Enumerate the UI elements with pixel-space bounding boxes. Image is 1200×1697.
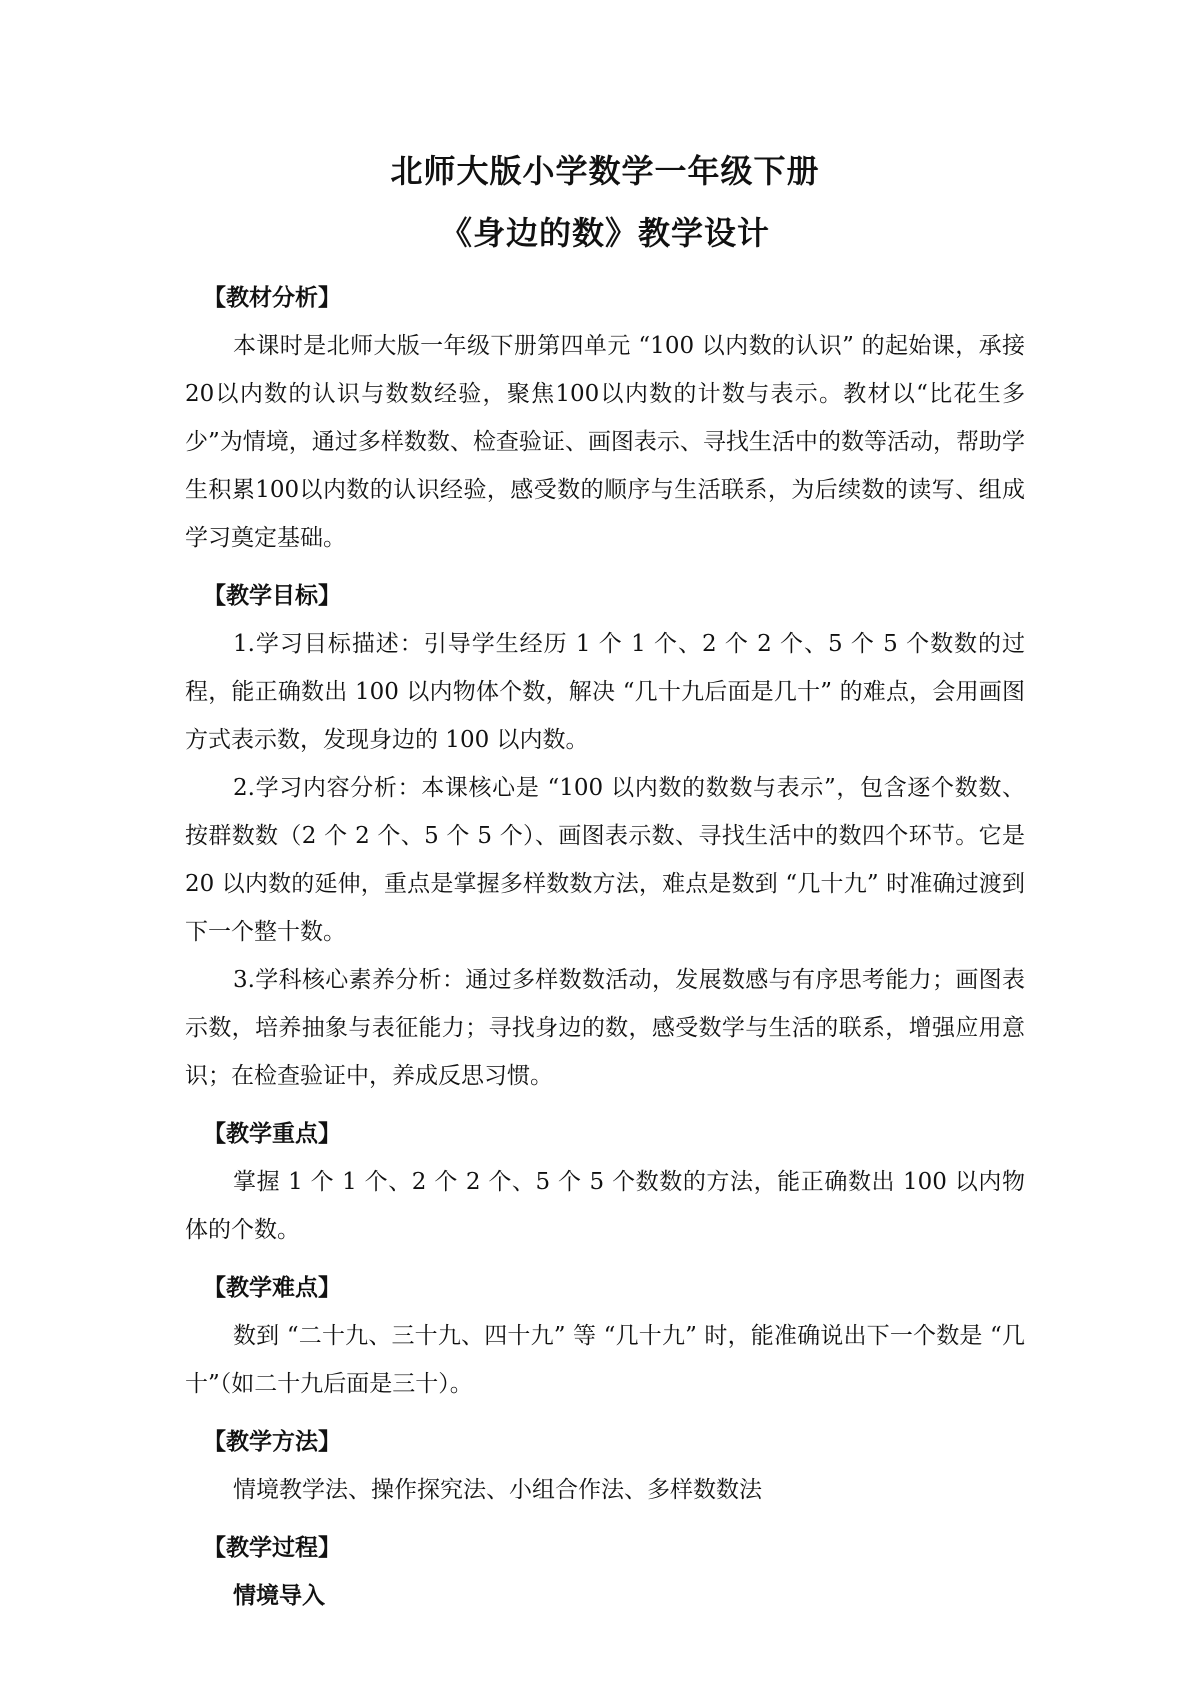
paragraph-goal-1: 1.学习目标描述：引导学生经历 1 个 1 个、2 个 2 个、5 个 5 个数数的过程，能正确数出 100 以内物体个数，解决 “几十九后面是几十” 的难点，会用画图方式表示数，发现身边的 100 以内数。 xyxy=(185,631,1025,753)
section-heading-key-points: 【教学重点】 xyxy=(203,1121,341,1147)
subheading-scenario-intro: 情境导入 xyxy=(233,1583,325,1609)
section-heading-methods: 【教学方法】 xyxy=(203,1429,341,1455)
section-heading-teaching-goals: 【教学目标】 xyxy=(203,583,341,609)
paragraph-material-analysis: 本课时是北师大版一年级下册第四单元 “100 以内数的认识” 的起始课，承接20以内数的认识与数数经验，聚焦100以内数的计数与表示。教材以“比花生多少”为情境，通过多样数数、检查验证、画图表示、寻找生活中的数等活动，帮助学生积累100以内数的认识经验，感受数的顺序与生活联系，为后续数的读写、组成学习奠定基础。 xyxy=(185,333,1025,551)
section-heading-material-analysis: 【教材分析】 xyxy=(203,285,341,311)
paragraph-key-points: 掌握 1 个 1 个、2 个 2 个、5 个 5 个数数的方法，能正确数出 100 以内物体的个数。 xyxy=(185,1169,1025,1243)
paragraph-goal-3: 3.学科核心素养分析：通过多样数数活动，发展数感与有序思考能力；画图表示数，培养抽象与表征能力；寻找身边的数，感受数学与生活的联系，增强应用意识；在检查验证中，养成反思习惯。 xyxy=(185,967,1025,1089)
paragraph-goal-2: 2.学习内容分析：本课核心是 “100 以内数的数数与表示”，包含逐个数数、按群数数（2 个 2 个、5 个 5 个）、画图表示数、寻找生活中的数四个环节。它是 20 以内数的延伸，重点是掌握多样数数方法，难点是数到 “几十九” 时准确过渡到下一个整十数。 xyxy=(185,775,1025,945)
section-heading-difficulties: 【教学难点】 xyxy=(203,1275,341,1301)
paragraph-difficulties: 数到 “二十九、三十九、四十九” 等 “几十九” 时，能准确说出下一个数是 “几十”（如二十九后面是三十）。 xyxy=(185,1323,1025,1397)
section-heading-process: 【教学过程】 xyxy=(203,1535,341,1561)
paragraph-methods: 情境教学法、操作探究法、小组合作法、多样数数法 xyxy=(233,1477,762,1503)
document-title-line1: 北师大版小学数学一年级下册 xyxy=(390,152,820,190)
document-title-line2: 《身边的数》教学设计 xyxy=(439,214,770,252)
